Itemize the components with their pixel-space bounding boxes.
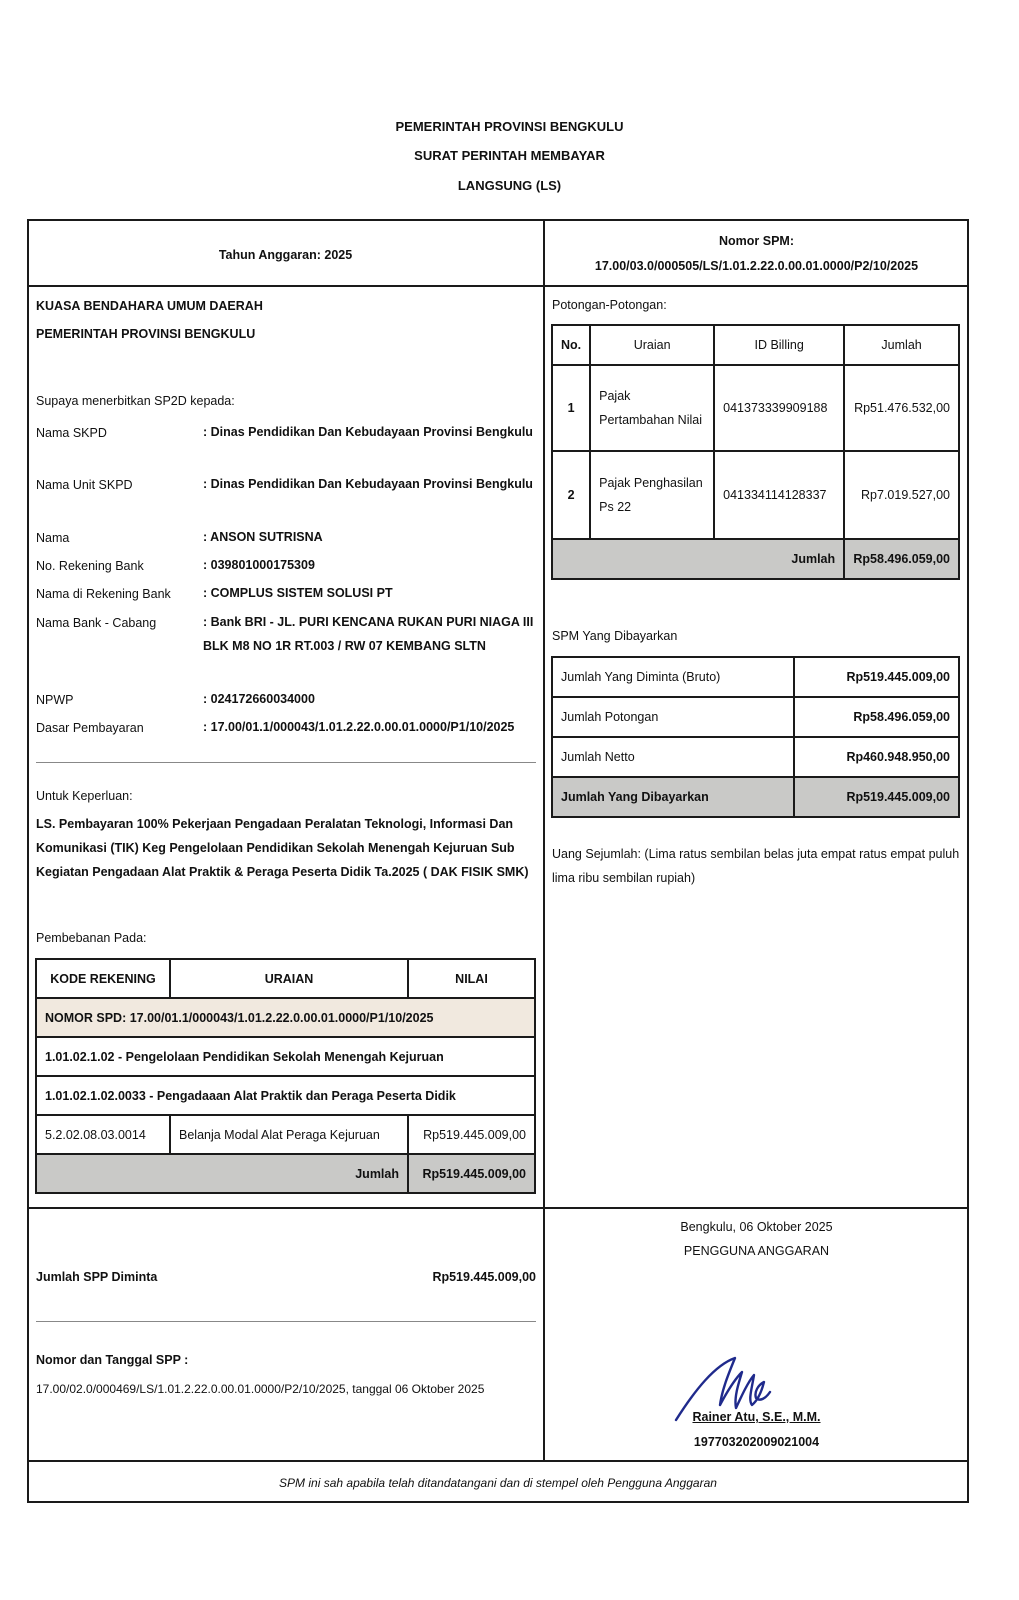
col-uraian: URAIAN: [170, 959, 408, 998]
spm-row-label: Jumlah Potongan: [552, 697, 794, 737]
field-value-nama-unit-skpd: : Dinas Pendidikan Dan Kebudayaan Provinsi Bengkulu: [203, 477, 533, 491]
nomor-spp-value: 17.00/02.0/000469/LS/1.01.2.22.0.00.01.0000/P2/10/2025, tanggal 06 Oktober 2025: [36, 1382, 485, 1396]
potongan-uraian: Pajak Pertambahan Nilai: [590, 365, 714, 451]
col-uraian: Uraian: [590, 325, 714, 365]
uang-sejumlah: Uang Sejumlah: (Lima ratus sembilan belas juta empat ratus empat puluh lima ribu sembilan rupiah): [552, 847, 960, 885]
table-row: [552, 697, 959, 737]
field-label-nama-rekening: Nama di Rekening Bank: [36, 587, 171, 601]
pemprov-label: PEMERINTAH PROVINSI BENGKULU: [36, 327, 256, 341]
spm-row-value: Rp519.445.009,00: [794, 657, 959, 697]
table-row: [552, 657, 959, 697]
field-value-bank-cabang: : Bank BRI - JL. PURI KENCANA RUKAN PURI NIAGA III BLK M8 NO 1R RT.003 / RW 07 KEMBANG SLTN: [203, 615, 534, 653]
jumlah-spp-value: Rp519.445.009,00: [432, 1270, 536, 1284]
potongan-table: [551, 324, 960, 580]
row-divider-footer: [28, 1460, 968, 1462]
header-document-title: SURAT PERINTAH MEMBAYAR: [414, 148, 605, 163]
field-label-nama: Nama: [36, 531, 70, 545]
field-label-no-rekening: No. Rekening Bank: [36, 559, 144, 573]
potongan-jumlah: Rp51.476.532,00: [844, 365, 959, 451]
supaya-menerbitkan: Supaya menerbitkan SP2D kepada:: [36, 394, 235, 408]
table-row: [36, 1115, 535, 1154]
spm-dibayarkan-table: [551, 656, 960, 818]
nomor-spm-label: Nomor SPM:: [719, 234, 794, 248]
table-row: [552, 365, 959, 451]
table-row: [552, 451, 959, 539]
potongan-id-billing: 041334114128337: [714, 451, 844, 539]
field-value-npwp: : 024172660034000: [203, 692, 315, 706]
header-document-type: LANGSUNG (LS): [457, 178, 562, 193]
nomor-spp-label: Nomor dan Tanggal SPP :: [36, 1353, 189, 1367]
total-value: Rp58.496.059,00: [844, 539, 959, 579]
spm-row-value: Rp460.948.950,00: [794, 737, 959, 777]
total-label: Jumlah: [36, 1154, 408, 1193]
program-row: [36, 1037, 535, 1076]
nilai: Rp519.445.009,00: [408, 1115, 535, 1154]
potongan-id-billing: 041373339909188: [714, 365, 844, 451]
total-value: Rp519.445.009,00: [408, 1154, 535, 1193]
field-label-npwp: NPWP: [36, 693, 74, 707]
header-government: PEMERINTAH PROVINSI BENGKULU: [395, 119, 624, 134]
untuk-keperluan-text: LS. Pembayaran 100% Pekerjaan Pengadaan Peralatan Teknologi, Informasi Dan Komunikasi (TIK) Keg Pengelolaan Pendidikan Sekolah Menengah Kejuruan Sub Kegiatan Pengadaan Alat Praktik & Peraga Peserta Didik Ta.2025 ( DAK FISIK SMK): [36, 817, 529, 879]
tahun-anggaran: Tahun Anggaran: 2025: [218, 248, 353, 262]
pembebanan-label: Pembebanan Pada:: [36, 931, 147, 945]
field-value-nama-rekening: : COMPLUS SISTEM SOLUSI PT: [203, 586, 393, 600]
potongan-uraian: Pajak Penghasilan Ps 22: [590, 451, 714, 539]
nomor-spd-row: [36, 998, 535, 1037]
separator: [36, 1321, 536, 1322]
kegiatan: 1.01.02.1.02.0033 - Pengadaaan Alat Praktik dan Peraga Peserta Didik: [36, 1076, 535, 1115]
pembebanan-total-row: [36, 1154, 535, 1193]
col-id-billing: ID Billing: [714, 325, 844, 365]
role-pengguna-anggaran: PENGGUNA ANGGARAN: [683, 1244, 830, 1258]
col-no: No.: [552, 325, 590, 365]
potongan-no: 2: [552, 451, 590, 539]
table-row: [552, 737, 959, 777]
place-date: Bengkulu, 06 Oktober 2025: [680, 1220, 833, 1234]
kuasa-bud: KUASA BENDAHARA UMUM DAERAH: [36, 299, 263, 313]
spm-row-value: Rp58.496.059,00: [794, 697, 959, 737]
field-value-dasar-pembayaran: : 17.00/01.1/000043/1.01.2.22.0.00.01.0000/P1/10/2025: [203, 720, 515, 734]
field-value-no-rekening: : 039801000175309: [203, 558, 315, 572]
col-nilai: NILAI: [408, 959, 535, 998]
col-jumlah: Jumlah: [844, 325, 959, 365]
field-label-nama-skpd: Nama SKPD: [36, 426, 107, 440]
spm-row-label: Jumlah Netto: [552, 737, 794, 777]
row-divider-bottom: [28, 1207, 968, 1209]
kegiatan-row: [36, 1076, 535, 1115]
nomor-spd: NOMOR SPD: 17.00/01.1/000043/1.01.2.22.0.00.01.0000/P1/10/2025: [36, 998, 535, 1037]
potongan-label: Potongan-Potongan:: [552, 298, 667, 312]
untuk-keperluan-label: Untuk Keperluan:: [36, 789, 133, 803]
total-label: Jumlah: [552, 539, 844, 579]
program: 1.01.02.1.02 - Pengelolaan Pendidikan Sekolah Menengah Kejuruan: [36, 1037, 535, 1076]
spm-row-value: Rp519.445.009,00: [794, 777, 959, 817]
pembebanan-table: [35, 958, 536, 1194]
potongan-jumlah: Rp7.019.527,00: [844, 451, 959, 539]
footer-note: SPM ini sah apabila telah ditandatangani dan di stempel oleh Pengguna Anggaran: [279, 1476, 717, 1490]
potongan-no: 1: [552, 365, 590, 451]
row-divider-top: [28, 285, 968, 287]
signer-nip: 197703202009021004: [693, 1435, 820, 1449]
field-value-nama-skpd: : Dinas Pendidikan Dan Kebudayaan Provinsi Bengkulu: [203, 425, 533, 439]
separator: [36, 762, 536, 763]
table-row: [552, 777, 959, 817]
field-label-dasar-pembayaran: Dasar Pembayaran: [36, 721, 144, 735]
field-label-nama-unit-skpd: Nama Unit SKPD: [36, 478, 133, 492]
uraian: Belanja Modal Alat Peraga Kejuruan: [170, 1115, 408, 1154]
spm-dibayarkan-label: SPM Yang Dibayarkan: [552, 629, 678, 643]
col-kode-rekening: KODE REKENING: [36, 959, 170, 998]
spm-row-label: Jumlah Yang Dibayarkan: [552, 777, 794, 817]
jumlah-spp-label: Jumlah SPP Diminta: [36, 1270, 158, 1284]
signer-name: Rainer Atu, S.E., M.M.: [692, 1410, 821, 1424]
potongan-total-row: [552, 539, 959, 579]
potongan-header-row: [552, 325, 959, 365]
pembebanan-header-row: [36, 959, 535, 998]
spm-row-label: Jumlah Yang Diminta (Bruto): [552, 657, 794, 697]
nomor-spm-value: 17.00/03.0/000505/LS/1.01.2.22.0.00.01.0000/P2/10/2025: [594, 259, 919, 273]
field-label-bank-cabang: Nama Bank - Cabang: [36, 616, 157, 630]
kode-rekening: 5.2.02.08.03.0014: [36, 1115, 170, 1154]
field-value-nama: : ANSON SUTRISNA: [203, 530, 323, 544]
column-divider: [543, 220, 545, 1460]
